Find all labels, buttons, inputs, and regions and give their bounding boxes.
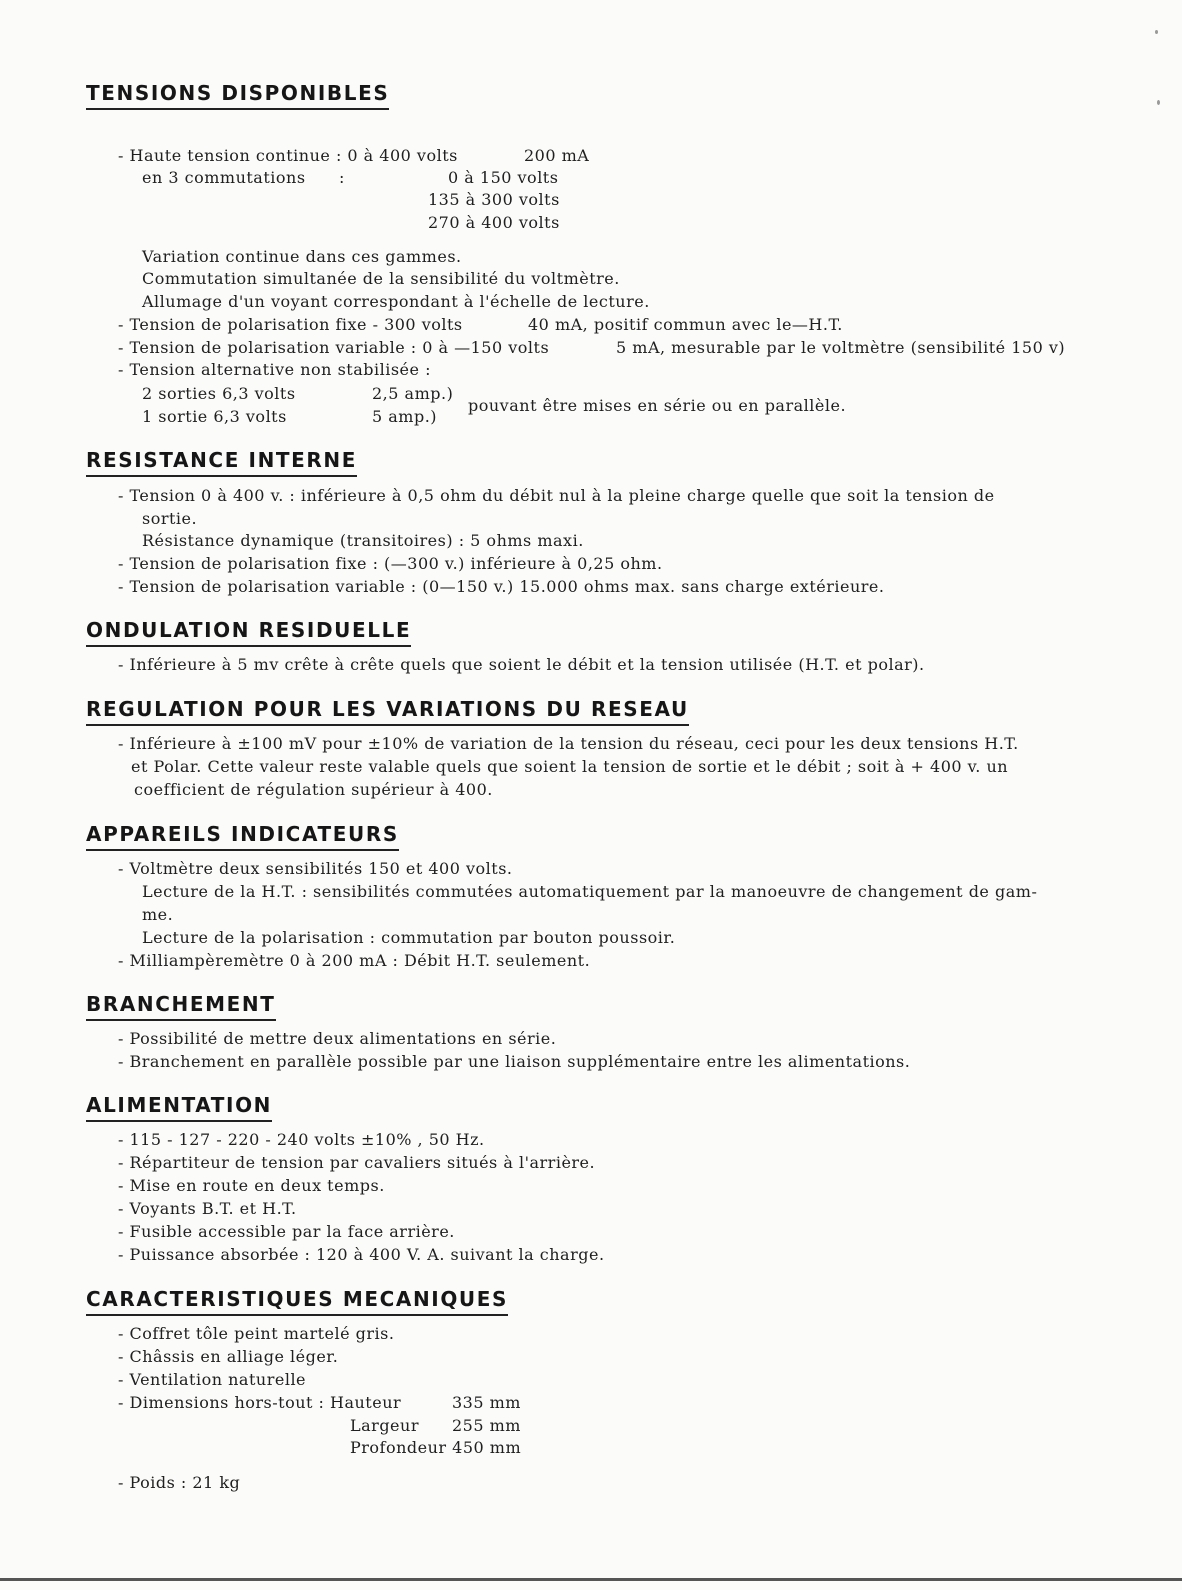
text-line: - Voltmètre deux sensibilités 150 et 400 volts. bbox=[118, 859, 513, 878]
text-line: - Tension de polarisation fixe : (—300 v.) inférieure à 0,25 ohm. bbox=[118, 554, 663, 573]
section-title-alimentation: ALIMENTATION bbox=[86, 1092, 272, 1122]
text-line: Largeur bbox=[350, 1416, 419, 1435]
text-line: - Milliampèremètre 0 à 200 mA : Débit H.T. seulement. bbox=[118, 951, 591, 970]
text-line: Lecture de la H.T. : sensibilités commutées automatiquement par la manoeuvre de changement de gam- bbox=[142, 882, 1038, 901]
text-line: Variation continue dans ces gammes. bbox=[142, 247, 462, 266]
text-line: Allumage d'un voyant correspondant à l'échelle de lecture. bbox=[142, 292, 650, 311]
section-title-mecaniques: CARACTERISTIQUES MECANIQUES bbox=[86, 1286, 508, 1316]
text-line: me. bbox=[142, 905, 174, 924]
text-line: - Tension de polarisation fixe - 300 volts bbox=[118, 315, 463, 334]
scan-speck bbox=[1157, 100, 1160, 105]
text-line: - Haute tension continue : 0 à 400 volts bbox=[118, 146, 458, 165]
text-line: - Tension alternative non stabilisée : bbox=[118, 360, 431, 379]
text-line: - Branchement en parallèle possible par une liaison supplémentaire entre les alimentations. bbox=[118, 1052, 911, 1071]
text-line: Lecture de la polarisation : commutation par bouton poussoir. bbox=[142, 928, 676, 947]
section-title-regulation: REGULATION POUR LES VARIATIONS DU RESEAU bbox=[86, 696, 689, 726]
text-line: - Tension de polarisation variable : (0—150 v.) 15.000 ohms max. sans charge extérieure. bbox=[118, 577, 885, 596]
text-line: coefficient de régulation supérieur à 400. bbox=[134, 780, 493, 799]
text-line: 200 mA bbox=[524, 146, 590, 165]
text-line: - Puissance absorbée : 120 à 400 V. A. suivant la charge. bbox=[118, 1245, 605, 1264]
section-title-resistance: RESISTANCE INTERNE bbox=[86, 447, 357, 477]
text-line: - Châssis en alliage léger. bbox=[118, 1347, 339, 1366]
text-line: - Poids : 21 kg bbox=[118, 1473, 241, 1492]
text-line: - Répartiteur de tension par cavaliers situés à l'arrière. bbox=[118, 1153, 596, 1172]
text-line: 40 mA, positif commun avec le—H.T. bbox=[528, 315, 843, 334]
section-title-appareils: APPAREILS INDICATEURS bbox=[86, 821, 399, 851]
text-line: 5 amp.) bbox=[372, 407, 438, 426]
text-line: - 115 - 127 - 220 - 240 volts ±10% , 50 Hz. bbox=[118, 1130, 485, 1149]
scan-speck bbox=[1155, 30, 1158, 34]
text-line: - Possibilité de mettre deux alimentations en série. bbox=[118, 1029, 557, 1048]
text-line: - Ventilation naturelle bbox=[118, 1370, 307, 1389]
section-title-branchement: BRANCHEMENT bbox=[86, 991, 276, 1021]
text-line: et Polar. Cette valeur reste valable quels que soient la tension de sortie et le débit ; soit à + 400 v. un bbox=[131, 757, 1009, 776]
text-line: Commutation simultanée de la sensibilité du voltmètre. bbox=[142, 269, 620, 288]
section-title-ondulation: ONDULATION RESIDUELLE bbox=[86, 617, 411, 647]
section-title-tensions: TENSIONS DISPONIBLES bbox=[86, 80, 389, 110]
text-line: - Dimensions hors-tout : Hauteur bbox=[118, 1393, 402, 1412]
text-line: 0 à 150 volts bbox=[448, 168, 559, 187]
text-line: sortie. bbox=[142, 509, 198, 528]
text-line: en 3 commutations bbox=[142, 168, 306, 187]
page-bottom-rule bbox=[0, 1578, 1182, 1581]
text-line: 135 à 300 volts bbox=[428, 190, 560, 209]
text-line: 255 mm bbox=[452, 1416, 521, 1435]
text-line: - Tension de polarisation variable : 0 à —150 volts bbox=[118, 338, 550, 357]
text-line: pouvant être mises en série ou en parallèle. bbox=[468, 396, 847, 415]
text-line: : bbox=[339, 168, 345, 187]
text-line: 2 sorties 6,3 volts bbox=[142, 384, 296, 403]
text-line: - Tension 0 à 400 v. : inférieure à 0,5 ohm du débit nul à la pleine charge quelle que soit la tension de bbox=[118, 486, 995, 505]
text-line: - Inférieure à ±100 mV pour ±10% de variation de la tension du réseau, ceci pour les deux tensions H.T. bbox=[118, 734, 1019, 753]
text-line: - Coffret tôle peint martelé gris. bbox=[118, 1324, 395, 1343]
text-line: 2,5 amp.) bbox=[372, 384, 454, 403]
text-line: - Voyants B.T. et H.T. bbox=[118, 1199, 297, 1218]
text-line: 5 mA, mesurable par le voltmètre (sensibilité 150 v) bbox=[616, 338, 1066, 357]
text-line: Profondeur 450 mm bbox=[350, 1438, 522, 1457]
text-line: - Fusible accessible par la face arrière. bbox=[118, 1222, 455, 1241]
text-line: 1 sortie 6,3 volts bbox=[142, 407, 287, 426]
text-line: Résistance dynamique (transitoires) : 5 ohms maxi. bbox=[142, 531, 584, 550]
text-line: - Mise en route en deux temps. bbox=[118, 1176, 385, 1195]
text-line: - Inférieure à 5 mv crête à crête quels que soient le débit et la tension utilisée (H.T. et polar). bbox=[118, 655, 925, 674]
text-line: 270 à 400 volts bbox=[428, 213, 560, 232]
text-line: 335 mm bbox=[452, 1393, 521, 1412]
